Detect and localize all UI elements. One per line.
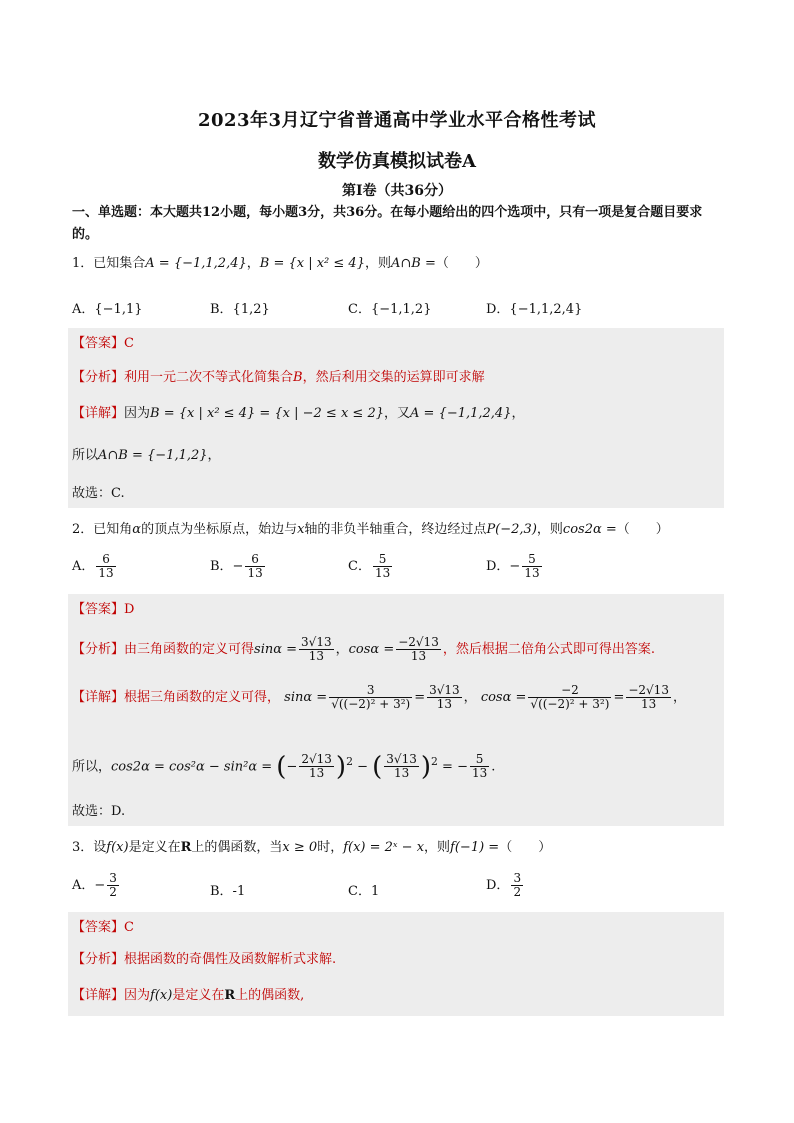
num: 2√13: [301, 752, 332, 767]
q2-option-d-label: D．−: [486, 559, 521, 574]
q2-analysis-cos: cosα =: [348, 642, 395, 657]
num: −2: [528, 684, 611, 698]
q2-line2-text: 所以，: [72, 759, 112, 775]
q1-stem-text2: ，则: [364, 256, 391, 271]
q3-option-d-frac: [511, 872, 523, 899]
q3-R: R: [180, 840, 192, 855]
q3-detail-text2: 是定义在: [172, 988, 225, 1003]
q2-detail-line2: 所以，cos2α = cos²α − sin²α = (− $\frac{2√13}{13}$ )$^2$ − ( $\frac{3√13}{13}$ )$^2$ = − $\frac{5}{13}$ .: [72, 751, 496, 782]
q3-option-d-label: D．: [486, 878, 510, 893]
num: −2√13: [398, 635, 439, 649]
q1-option-b: B．{1,2}: [210, 302, 270, 317]
q1-set-a: A = {−1,1,2,4}: [145, 256, 247, 271]
q2-option-d-frac: [522, 553, 541, 580]
num: 5: [373, 553, 392, 567]
q2-line2-expr: cos2α = cos²α − sin²α =: [111, 759, 273, 775]
q2-analysis-sin-frac: [299, 636, 334, 663]
q2-stem-text4: ，则: [536, 522, 563, 537]
answer-tag: 【答案】: [72, 336, 125, 351]
paren-open: (: [276, 751, 287, 782]
q3-f: f(x): [106, 840, 129, 855]
q2-answer-value: D: [124, 602, 135, 617]
q1-detail-text2: ，又: [384, 406, 411, 421]
den: 13: [247, 566, 263, 580]
q1-analysis: [72, 368, 724, 388]
den: √((−2)² + 3²): [530, 697, 610, 711]
analysis-tag: 【分析】: [72, 952, 125, 967]
num: 6: [245, 553, 264, 567]
num: 3: [109, 871, 117, 885]
q3-stem-text3: 上的偶函数，当: [191, 840, 283, 855]
q1-set-b: B = {x | x² ≤ 4}: [259, 256, 365, 271]
den: 13: [471, 766, 488, 781]
q1-stem-text: 1．已知集合: [72, 256, 146, 271]
q2-option-c-frac: [373, 553, 392, 580]
q1-option-a: A．{−1,1}: [72, 302, 143, 317]
q2-analysis-text: 由三角函数的定义可得: [124, 642, 255, 657]
num: −2√13: [628, 683, 669, 697]
q3-option-c: C．1: [348, 884, 380, 899]
q2-x: x: [297, 522, 305, 537]
analysis-tag: 【分析】: [72, 370, 125, 385]
q1-sep: ，: [246, 256, 260, 271]
q1-line2-text: 所以: [72, 448, 99, 463]
num: 3: [513, 871, 522, 885]
den: 13: [436, 697, 453, 711]
q2-sep: ，: [335, 642, 349, 657]
paren-close: ): [420, 751, 432, 782]
q1-detail-expr: B = {x | x² ≤ 4} = {x | −2 ≤ x ≤ 2}: [150, 406, 384, 421]
paren-close: ): [335, 751, 347, 782]
q3-def: f(x) = 2ˣ − x: [343, 840, 425, 855]
q1-paren: （ ）: [435, 256, 488, 271]
q3-stem-text2: 是定义在: [128, 840, 181, 855]
q1-analysis-var: B: [293, 370, 303, 385]
detail-tag: 【详解】: [72, 406, 125, 421]
q3-stem: [72, 838, 724, 858]
q3-answer: [72, 918, 724, 938]
q2-option-b-frac: [245, 553, 264, 580]
q2-detail-sin-res: [427, 684, 462, 711]
q3-analysis-text: 根据函数的奇偶性及函数解析式求解.: [124, 952, 337, 967]
q3-option-b: B．-1: [210, 884, 246, 899]
q2-detail-text: 根据三角函数的定义可得，: [124, 690, 281, 705]
q2-expr: cos2α =: [562, 522, 617, 537]
eq: =: [613, 690, 625, 705]
q2-option-d: [486, 553, 544, 580]
q2-analysis-text2: ，然后根据二倍角公式即可得出答案.: [442, 642, 655, 657]
q3-option-a-label: A．−: [72, 878, 106, 893]
q1-line2-sep: ，: [207, 448, 221, 463]
num: 3√13: [386, 752, 417, 767]
num: 3√13: [429, 683, 460, 697]
q2-detail-sin-frac: [329, 684, 412, 711]
q1-choice: 故选：C.: [72, 486, 125, 501]
q1-analysis-text2: ，然后利用交集的运算即可求解: [302, 370, 485, 385]
q2-option-c: [348, 553, 394, 580]
q1-detail-expr2: A = {−1,1,2,4}: [410, 406, 512, 421]
den: √((−2)² + 3²): [331, 697, 411, 711]
den: 13: [98, 566, 114, 580]
q3-stem-text: 3．设: [72, 840, 107, 855]
q1-answer-value: C: [124, 336, 134, 351]
q3-paren: （ ）: [499, 840, 552, 855]
q2-option-b: [210, 553, 267, 580]
q2-option-a-frac: [96, 553, 115, 580]
answer-tag: 【答案】: [72, 602, 125, 617]
q2-line2-frac1: [299, 753, 334, 780]
q2-detail-cos: cosα =: [480, 690, 527, 705]
num: 6: [96, 553, 115, 567]
q3-detail-f: f(x): [150, 988, 173, 1003]
num: 3: [329, 684, 412, 698]
detail-tag: 【详解】: [72, 988, 125, 1003]
q2-analysis-cos-frac: [396, 636, 441, 663]
section-instructions: 一、单选题：本大题共12小题，每小题3分，共36分。在每小题给出的四个选项中，只有一项是复合题目要求的。: [72, 205, 703, 242]
q3-analysis: [72, 950, 724, 970]
q2-answer: [72, 600, 724, 620]
q2-paren: （ ）: [616, 522, 669, 537]
den: 13: [393, 766, 410, 781]
q3-stem-text5: ，则: [424, 840, 451, 855]
q1-detail-sep: ，: [511, 406, 525, 421]
q3-detail: [72, 986, 724, 1006]
q2-detail-sin: sinα =: [284, 690, 328, 705]
den: 13: [374, 566, 391, 580]
q1-option-d: D．{−1,1,2,4}: [486, 302, 583, 317]
q2-choice: 故选：D.: [72, 804, 126, 819]
q3-detail-text: 因为: [124, 988, 151, 1003]
q2-detail-cos-frac: [528, 684, 611, 711]
num: 3√13: [301, 635, 332, 649]
q2-detail: [72, 676, 724, 720]
den: 13: [641, 697, 657, 711]
q2-stem-text3: 轴的非负半轴重合，终边经过点: [304, 522, 487, 537]
q3-option-d: [486, 872, 525, 899]
den: 13: [309, 766, 325, 781]
num: 5: [522, 553, 541, 567]
analysis-tag: 【分析】: [72, 642, 125, 657]
q1-expr: A∩B =: [390, 256, 436, 271]
q2-stem: [72, 520, 724, 540]
part-heading: 第I卷（共36分）: [341, 183, 453, 199]
q2-option-a-label: A．: [72, 559, 95, 574]
eq: =: [414, 690, 426, 705]
q3-cond: x ≥ 0: [282, 840, 318, 855]
q2-option-a: [72, 553, 118, 580]
answer-tag: 【答案】: [72, 920, 125, 935]
q2-line2-result: [470, 753, 489, 780]
q3-stem-text4: 时，: [317, 840, 344, 855]
q2-analysis-sin: sinα =: [254, 642, 298, 657]
q3-option-a-frac: [107, 872, 119, 899]
den: 13: [410, 649, 427, 663]
q1-answer: [72, 334, 724, 354]
q2-point: P(−2,3): [486, 522, 537, 537]
q3-option-a: [72, 872, 121, 899]
q1-analysis-text: 利用一元二次不等式化简集合: [124, 370, 294, 385]
q1-detail-text: 因为: [124, 406, 151, 421]
sep: ，: [463, 690, 477, 705]
den: 2: [109, 885, 117, 899]
q2-detail-cos-res: [626, 684, 671, 711]
q2-line2-frac2: [384, 753, 419, 780]
den: 13: [308, 649, 324, 663]
q1-detail: [72, 404, 724, 424]
q2-option-c-label: C．: [348, 559, 371, 574]
num: 5: [470, 753, 489, 767]
page-title: 2023年3月辽宁省普通高中学业水平合格性考试: [197, 110, 597, 131]
paren-open: (: [372, 751, 383, 782]
q1-line2-expr: A∩B = {−1,1,2}: [98, 448, 208, 463]
q2-analysis: [72, 632, 724, 668]
page-subtitle: 数学仿真模拟试卷A: [318, 151, 476, 172]
q3-answer-value: C: [124, 920, 134, 935]
den: 2: [513, 885, 522, 899]
q3-detail-R: R: [224, 988, 236, 1003]
q3-query: f(−1) =: [450, 840, 500, 855]
q1-option-c: C．{−1,1,2}: [348, 302, 432, 317]
detail-tag: 【详解】: [72, 690, 125, 705]
q1-detail-line2: [72, 446, 724, 466]
q2-option-b-label: B．−: [210, 559, 244, 574]
q2-alpha: α: [132, 522, 142, 537]
q3-detail-text3: 上的偶函数,: [235, 988, 305, 1003]
den: 13: [524, 566, 540, 580]
q1-stem: [72, 254, 724, 274]
sep: ，: [672, 690, 686, 705]
q2-stem-text2: 的顶点为坐标原点，始边与: [141, 522, 298, 537]
q2-stem-text: 2．已知角: [72, 522, 133, 537]
